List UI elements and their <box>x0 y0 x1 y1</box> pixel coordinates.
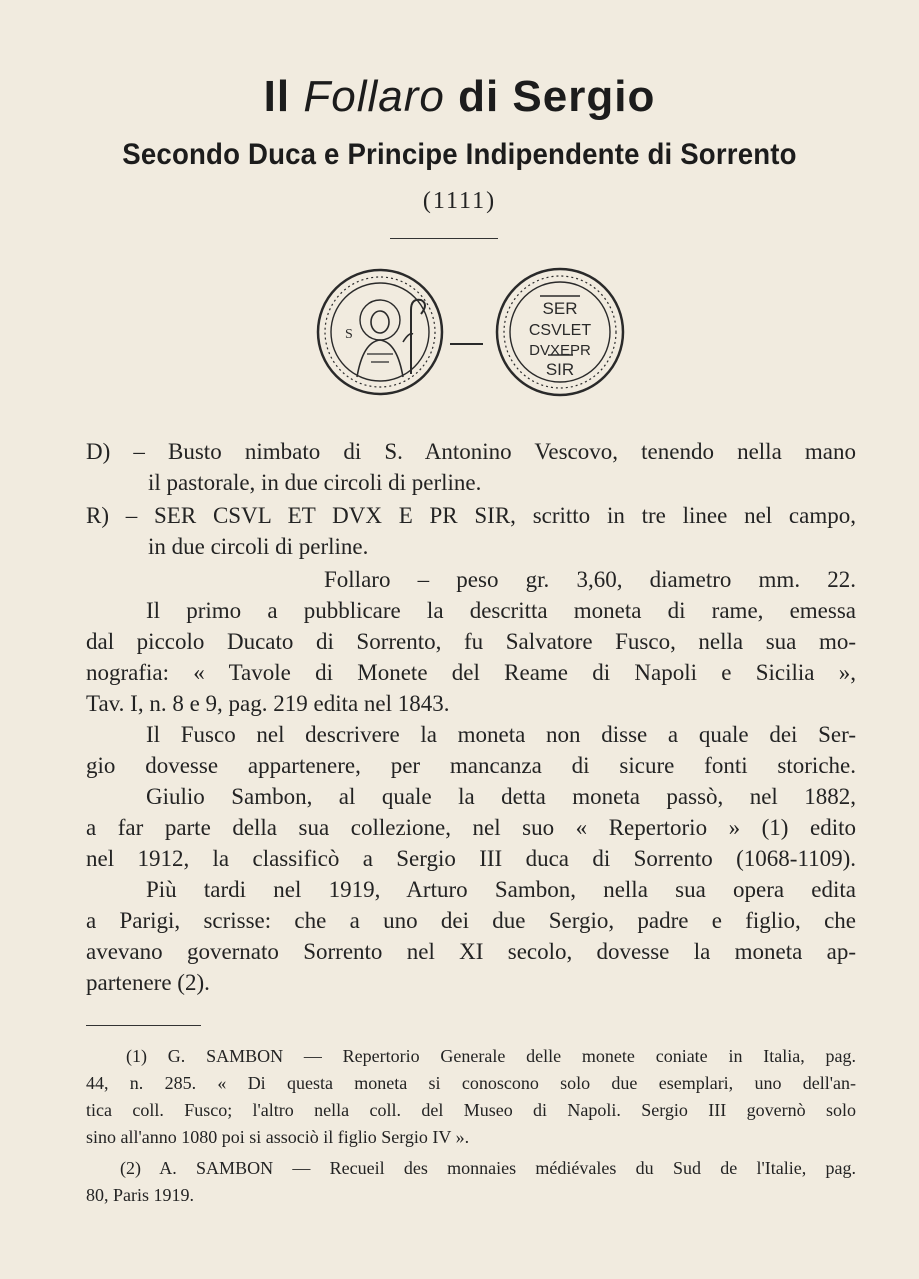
obverse-description-line-2: il pastorale, in due circoli di perline. <box>148 470 482 495</box>
title-post: di Sergio <box>444 72 656 121</box>
reverse-legend-line-1: SER <box>542 299 578 318</box>
svg-text:S: S <box>345 327 353 342</box>
paragraph-line: dal piccolo Ducato di Sorrento, fu Salvatore Fusco, nella sua mo- <box>86 629 856 654</box>
reverse-description-line-1: R) – SER CSVL ET DVX E PR SIR, scritto in tre linee nel campo, <box>86 503 856 528</box>
title-divider <box>390 238 498 239</box>
obverse-description-line-1: D) – Busto nimbato di S. Antonino Vescovo, tenendo nella mano <box>86 439 856 464</box>
footnote-1-line-4: sino all'anno 1080 poi si associò il figlio Sergio IV ». <box>86 1127 470 1147</box>
paragraph-line: nografia: « Tavole di Monete del Reame di Napoli e Sicilia », <box>86 660 856 685</box>
paragraph-line: Il primo a pubblicare la descritta moneta di rame, emessa <box>146 598 856 623</box>
reverse-legend-line-2: CSVLET <box>528 322 592 339</box>
coin-obverse <box>318 270 442 394</box>
paragraph-line: nel 1912, la classificò a Sergio III duca di Sorrento (1068-1109). <box>86 846 856 871</box>
paragraph-line: Tav. I, n. 8 e 9, pag. 219 edita nel 1843. <box>86 691 450 716</box>
follaro-specs-line: Follaro – peso gr. 3,60, diametro mm. 22. <box>324 567 856 592</box>
title-italic-word: Follaro <box>303 72 445 121</box>
coin-reverse <box>497 269 623 395</box>
footnote-2-line-2: 80, Paris 1919. <box>86 1185 194 1205</box>
year-label: (1111) <box>422 188 497 214</box>
footnote-1-line-1: (1) G. SAMBON — Repertorio Generale delle monete coniate in Italia, pag. <box>126 1046 856 1066</box>
page-subtitle: Secondo Duca e Principe Indipendente di Sorrento <box>122 138 797 171</box>
paragraph-line: Più tardi nel 1919, Arturo Sambon, nella sua opera edita <box>146 877 856 902</box>
reverse-legend-line-3: DVXEPR <box>529 342 591 359</box>
paragraph-line: gio dovesse appartenere, per mancanza di sicure fonti storiche. <box>86 753 856 778</box>
coin-illustration <box>305 262 635 402</box>
reverse-legend-line-4: SIR <box>545 360 575 379</box>
paragraph-line: Il Fusco nel descrivere la moneta non disse a quale dei Ser- <box>146 722 856 747</box>
footnote-divider <box>86 1025 201 1026</box>
paragraph-line: Giulio Sambon, al quale la detta moneta passò, nel 1882, <box>146 784 856 809</box>
title-pre: Il <box>263 72 304 121</box>
paragraph-line: partenere (2). <box>86 970 210 995</box>
paragraph-line: a Parigi, scrisse: che a uno dei due Sergio, padre e figlio, che <box>86 908 856 933</box>
reverse-description-line-2: in due circoli di perline. <box>148 534 369 559</box>
page-title <box>0 72 919 122</box>
footnote-1-line-2: 44, n. 285. « Di questa moneta si conoscono solo due esemplari, uno dell'an- <box>86 1073 856 1093</box>
paragraph-line: avevano governato Sorrento nel XI secolo, dovesse la moneta ap- <box>86 939 856 964</box>
footnote-1-line-3: tica coll. Fusco; l'altro nella coll. del Museo di Napoli. Sergio III governò solo <box>86 1100 856 1120</box>
footnote-2-line-1: (2) A. SAMBON — Recueil des monnaies médiévales du Sud de l'Italie, pag. <box>120 1158 856 1178</box>
paragraph-line: a far parte della sua collezione, nel suo « Repertorio » (1) edito <box>86 815 856 840</box>
